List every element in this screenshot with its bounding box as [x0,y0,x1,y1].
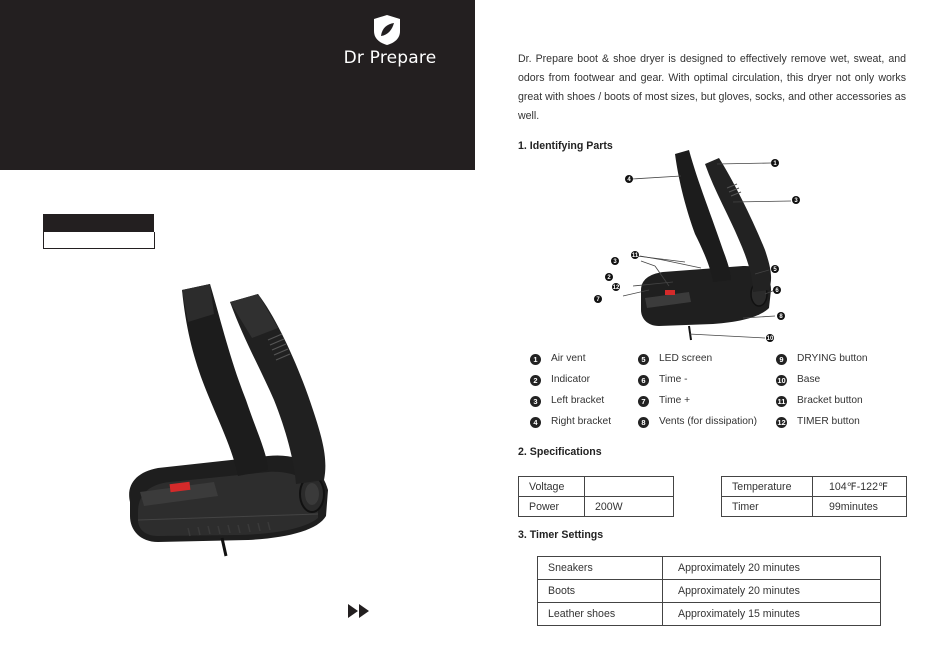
svg-text:3: 3 [794,198,798,204]
spec-name: Timer [722,497,813,517]
section-title-specifications: 2. Specifications [518,446,602,458]
list-item [776,353,868,365]
svg-text:6: 6 [775,288,779,294]
svg-text:1: 1 [773,161,777,167]
timer-duration: Approximately 15 minutes [663,603,881,626]
spec-value [585,477,674,497]
svg-text:3: 3 [613,259,617,265]
timer-item: Sneakers [538,557,663,580]
part-label: Time + [659,395,691,406]
section-title-timer-settings: 3. Timer Settings [518,529,604,541]
spec-value: 104℉-122℉ [813,477,907,497]
number-badge: 3 [530,396,541,407]
part-label: Bracket button [797,395,863,406]
part-label: Air vent [551,353,586,364]
number-badge: 10 [777,376,786,385]
table-row [519,477,674,497]
svg-text:5: 5 [773,267,777,273]
part-label: Vents (for dissipation) [659,416,757,427]
number-badge: 1 [530,354,541,365]
number-badge: 7 [638,396,649,407]
timer-item: Boots [538,580,663,603]
table-row [538,580,881,603]
svg-text:4: 4 [627,177,631,183]
list-item [638,353,712,365]
svg-text:11: 11 [631,253,639,259]
list-item [638,416,757,428]
svg-text:2: 2 [607,275,611,281]
number-badge: 2 [530,375,541,386]
part-label: LED screen [659,353,713,364]
table-row [722,497,907,517]
specs-table-right [721,476,907,517]
double-chevron-right-icon[interactable] [347,603,371,619]
spec-name: Temperature [722,477,813,497]
list-item [530,416,611,428]
spec-value: 200W [585,497,674,517]
label-bar-light [43,232,155,249]
brand-logo [340,14,440,70]
number-badge: 6 [638,375,649,386]
number-badge: 8 [638,417,649,428]
svg-text:8: 8 [779,314,783,320]
brand-name: Dr Prepare [343,48,437,68]
svg-text:12: 12 [612,285,620,291]
part-label: Time - [659,374,688,385]
parts-legend [530,351,910,441]
svg-text:7: 7 [596,297,600,303]
spec-name: Power [519,497,585,517]
list-item [776,416,860,428]
part-label: Indicator [551,374,591,385]
parts-diagram [593,150,808,350]
timer-item: Leather shoes [538,603,663,626]
number-badge: 9 [776,354,787,365]
cover-header-panel [0,0,475,170]
number-badge: 4 [530,417,541,428]
part-label: TIMER button [797,416,860,427]
part-label: Left bracket [551,395,605,406]
timer-duration: Approximately 20 minutes [663,557,881,580]
part-label: Right bracket [551,416,612,427]
timer-duration: Approximately 20 minutes [663,580,881,603]
list-item [776,374,820,386]
label-bar-dark [43,214,154,232]
list-item [530,395,604,407]
number-badge: 12 [777,418,786,427]
list-item [638,374,687,386]
table-row [519,497,674,517]
spec-name: Voltage [519,477,585,497]
spec-value: 99minutes [813,497,907,517]
table-row [538,603,881,626]
shield-leaf-icon [372,14,402,46]
part-label: Base [797,374,821,385]
list-item [776,395,863,407]
number-badge: 11 [777,397,786,406]
list-item [530,374,590,386]
specs-table-left [518,476,674,517]
list-item [638,395,690,407]
table-row [538,557,881,580]
shoe-dryer-product-image [118,280,340,558]
list-item [530,353,586,365]
timer-settings-table [537,556,881,626]
table-row [722,477,907,497]
intro-paragraph: Dr. Prepare boot & shoe dryer is designed to effectively remove wet, sweat, and odors from footwear and gear. With optimal circulation, this dryer not only works great with shoes / boots of most sizes, but gloves, socks, and other accessories as well. [518,53,906,122]
section-title-identifying-parts: 1. Identifying Parts [518,140,613,152]
part-label: DRYING button [797,353,868,364]
svg-text:10: 10 [766,336,774,342]
number-badge: 5 [638,354,649,365]
